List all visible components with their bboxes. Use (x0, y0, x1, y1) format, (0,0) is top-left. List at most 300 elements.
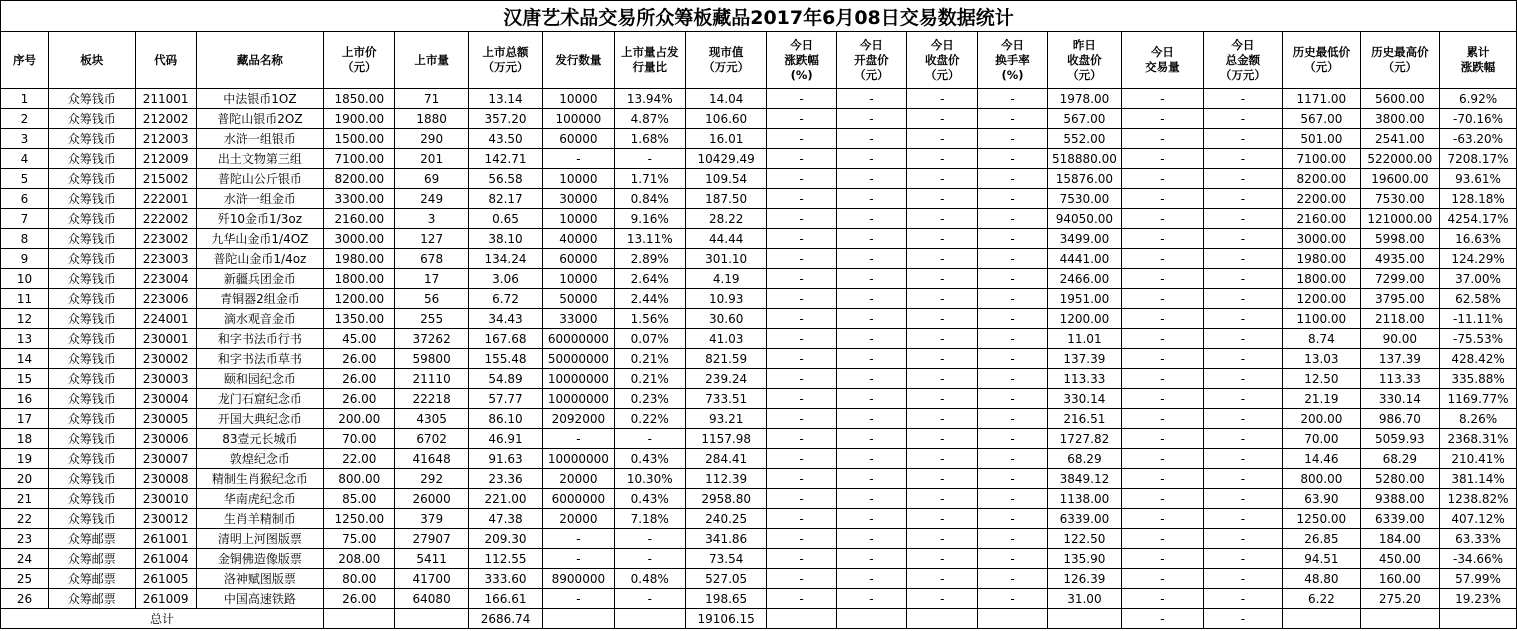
table-cell: 2.89% (614, 249, 685, 269)
table-cell: 7100.00 (1283, 149, 1360, 169)
table-cell: - (1203, 349, 1283, 369)
column-header-line: 累计 (1466, 45, 1490, 59)
table-cell: - (836, 509, 906, 529)
table-cell: 7 (1, 209, 49, 229)
table-cell: - (907, 549, 978, 569)
table-cell: - (836, 149, 906, 169)
table-cell: - (767, 569, 836, 589)
table-cell: 56 (395, 289, 468, 309)
table-cell: 1 (1, 89, 49, 109)
column-header-line: 板块 (80, 52, 104, 67)
table-cell: 13.94% (614, 89, 685, 109)
column-header (1203, 32, 1283, 89)
table-cell: - (1203, 129, 1283, 149)
table-cell: 1880 (395, 109, 468, 129)
table-cell: - (1203, 409, 1283, 429)
table-cell: 众筹邮票 (48, 549, 135, 569)
total-market-value: 19106.15 (685, 609, 767, 629)
table-cell: - (978, 249, 1047, 269)
table-cell: 64080 (395, 589, 468, 609)
table-cell: 7530.00 (1047, 189, 1121, 209)
table-cell: - (1122, 529, 1204, 549)
table-cell: 普陀山银币2OZ (196, 109, 323, 129)
column-header-line: 今日 (790, 37, 814, 52)
table-cell: - (767, 549, 836, 569)
table-cell: 水浒一组银币 (196, 129, 323, 149)
table-cell: -34.66% (1440, 549, 1517, 569)
table-cell: - (836, 289, 906, 309)
table-cell: - (907, 469, 978, 489)
table-cell: 567.00 (1283, 109, 1360, 129)
table-cell: 1800.00 (324, 269, 395, 289)
table-cell: 28.22 (685, 209, 767, 229)
table-cell: - (978, 209, 1047, 229)
table-cell: 69 (395, 169, 468, 189)
table-row (1, 89, 1517, 109)
table-cell: 230007 (135, 449, 196, 469)
table-cell: 6702 (395, 429, 468, 449)
table-cell: 261009 (135, 589, 196, 609)
column-header-line: （万元） (1219, 67, 1266, 82)
table-cell: 4.87% (614, 109, 685, 129)
table-cell: 8.74 (1283, 329, 1360, 349)
table-cell: 0.21% (614, 349, 685, 369)
table-cell: 0.48% (614, 569, 685, 589)
table-cell: 清明上河图版票 (196, 529, 323, 549)
table-cell: - (978, 409, 1047, 429)
table-cell: 216.51 (1047, 409, 1121, 429)
table-cell: - (767, 289, 836, 309)
table-cell: - (836, 369, 906, 389)
table-cell: - (978, 549, 1047, 569)
table-cell: 0.65 (468, 209, 542, 229)
table-cell: 23 (1, 529, 49, 549)
table-cell: 众筹邮票 (48, 589, 135, 609)
table-cell: 10000 (543, 269, 614, 289)
table-cell: - (907, 329, 978, 349)
table-cell: 26.00 (324, 589, 395, 609)
table-cell: - (767, 429, 836, 449)
table-cell: 60000000 (543, 329, 614, 349)
table-cell: 223002 (135, 229, 196, 249)
column-header (135, 32, 196, 89)
table-cell: 261004 (135, 549, 196, 569)
table-cell: 13.11% (614, 229, 685, 249)
table-cell: 201 (395, 149, 468, 169)
table-cell: - (1203, 289, 1283, 309)
table-cell: 60000 (543, 249, 614, 269)
table-cell: 567.00 (1047, 109, 1121, 129)
table-cell: 新疆兵团金币 (196, 269, 323, 289)
table-cell: 292 (395, 469, 468, 489)
table-cell: 众筹钱币 (48, 389, 135, 409)
table-cell: 和字书法币行书 (196, 329, 323, 349)
total-empty-cell (1047, 609, 1121, 629)
table-cell: 212003 (135, 129, 196, 149)
table-cell: - (978, 309, 1047, 329)
table-cell: 2 (1, 109, 49, 129)
table-cell: 261005 (135, 569, 196, 589)
table-cell: - (614, 589, 685, 609)
table-row (1, 429, 1517, 449)
table-cell: - (1203, 269, 1283, 289)
table-cell: 敦煌纪念币 (196, 449, 323, 469)
table-cell: 90.00 (1360, 329, 1440, 349)
table-cell: 20 (1, 469, 49, 489)
table-cell: 10000000 (543, 389, 614, 409)
table-cell: - (836, 589, 906, 609)
column-header-line: 上市量 (414, 52, 449, 67)
table-cell: 17 (1, 409, 49, 429)
table-cell: 2092000 (543, 409, 614, 429)
table-cell: 45.00 (324, 329, 395, 349)
table-cell: 6.72 (468, 289, 542, 309)
table-cell: - (767, 589, 836, 609)
table-cell: 众筹钱币 (48, 349, 135, 369)
table-cell: - (907, 349, 978, 369)
table-cell: 14 (1, 349, 49, 369)
table-cell: 13.14 (468, 89, 542, 109)
table-cell: 230012 (135, 509, 196, 529)
table-cell: 21110 (395, 369, 468, 389)
table-cell: - (767, 249, 836, 269)
table-cell: - (1122, 369, 1204, 389)
table-cell: - (978, 429, 1047, 449)
table-cell: 30000 (543, 189, 614, 209)
table-cell: 8900000 (543, 569, 614, 589)
table-cell: 1.68% (614, 129, 685, 149)
table-cell: 522000.00 (1360, 149, 1440, 169)
table-cell: 22.00 (324, 449, 395, 469)
table-cell: - (767, 209, 836, 229)
table-cell: 8 (1, 229, 49, 249)
table-cell: 3800.00 (1360, 109, 1440, 129)
table-cell: 4441.00 (1047, 249, 1121, 269)
table-cell: 41.03 (685, 329, 767, 349)
table-cell: 青铜器2组金币 (196, 289, 323, 309)
table-cell: 34.43 (468, 309, 542, 329)
table-cell: 3849.12 (1047, 469, 1121, 489)
column-header-line: 行量比 (632, 60, 667, 74)
table-cell: 2958.80 (685, 489, 767, 509)
table-cell: 224001 (135, 309, 196, 329)
table-cell: 13 (1, 329, 49, 349)
table-cell: 223006 (135, 289, 196, 309)
table-cell: - (978, 189, 1047, 209)
table-cell: 128.18% (1440, 189, 1517, 209)
table-cell: - (1203, 309, 1283, 329)
table-cell: - (767, 369, 836, 389)
table-cell: 1157.98 (685, 429, 767, 449)
table-cell: - (1122, 249, 1204, 269)
table-cell: 众筹钱币 (48, 409, 135, 429)
column-header-line: 今日 (1150, 45, 1174, 59)
table-cell: 众筹钱币 (48, 269, 135, 289)
table-cell: 滴水观音金币 (196, 309, 323, 329)
table-cell: - (767, 149, 836, 169)
table-cell: 54.89 (468, 369, 542, 389)
table-cell: 3000.00 (1283, 229, 1360, 249)
table-cell: 13.03 (1283, 349, 1360, 369)
table-cell: - (1122, 269, 1204, 289)
table-cell: 19600.00 (1360, 169, 1440, 189)
table-cell: 1900.00 (324, 109, 395, 129)
table-cell: 381.14% (1440, 469, 1517, 489)
table-cell: - (836, 409, 906, 429)
column-header-line: 交易量 (1145, 60, 1180, 74)
table-cell: 1980.00 (324, 249, 395, 269)
table-cell: - (907, 109, 978, 129)
table-cell: - (1122, 349, 1204, 369)
column-header (1122, 32, 1204, 89)
table-cell: 生肖羊精制币 (196, 509, 323, 529)
table-cell: 10 (1, 269, 49, 289)
table-cell: - (978, 569, 1047, 589)
table-cell: 85.00 (324, 489, 395, 509)
table-cell: 1.71% (614, 169, 685, 189)
column-header-line: （元） (1067, 67, 1102, 82)
table-cell: 800.00 (324, 469, 395, 489)
table-cell: 1169.77% (1440, 389, 1517, 409)
table-cell: 68.29 (1360, 449, 1440, 469)
column-header-line: 涨跌幅 (784, 52, 819, 67)
table-cell: - (836, 89, 906, 109)
table-cell: 精制生肖猴纪念币 (196, 469, 323, 489)
table-cell: - (978, 369, 1047, 389)
table-cell: - (767, 109, 836, 129)
column-header (324, 32, 395, 89)
table-cell: 50000 (543, 289, 614, 309)
total-amount: - (1203, 609, 1283, 629)
table-cell: 47.38 (468, 509, 542, 529)
table-cell: 38.10 (468, 229, 542, 249)
table-cell: 众筹钱币 (48, 369, 135, 389)
table-row (1, 189, 1517, 209)
table-cell: - (1122, 489, 1204, 509)
table-cell: 5059.93 (1360, 429, 1440, 449)
table-cell: 8.26% (1440, 409, 1517, 429)
table-cell: 200.00 (324, 409, 395, 429)
column-header-line: 上市价 (342, 45, 377, 59)
table-cell: 金铜佛造像版票 (196, 549, 323, 569)
table-cell: 21.19 (1283, 389, 1360, 409)
table-cell: - (1122, 589, 1204, 609)
table-cell: 290 (395, 129, 468, 149)
table-cell: 240.25 (685, 509, 767, 529)
table-cell: 众筹钱币 (48, 329, 135, 349)
table-cell: 1978.00 (1047, 89, 1121, 109)
table-cell: - (836, 169, 906, 189)
table-cell: 颐和园纪念币 (196, 369, 323, 389)
table-row (1, 129, 1517, 149)
table-cell: 26.85 (1283, 529, 1360, 549)
table-cell: 184.00 (1360, 529, 1440, 549)
table-cell: 10.93 (685, 289, 767, 309)
table-cell: - (907, 209, 978, 229)
table-cell: 215002 (135, 169, 196, 189)
column-header-line: (%) (1001, 67, 1024, 82)
table-cell: 230010 (135, 489, 196, 509)
table-cell: 0.43% (614, 489, 685, 509)
column-header-line: 发行数量 (555, 52, 602, 67)
table-cell: - (767, 409, 836, 429)
table-cell: - (767, 189, 836, 209)
column-header-line: （元） (1304, 60, 1339, 74)
column-header (767, 32, 836, 89)
table-cell: - (907, 509, 978, 529)
table-cell: - (1122, 129, 1204, 149)
table-cell: 19.23% (1440, 589, 1517, 609)
table-row (1, 509, 1517, 529)
table-cell: - (767, 269, 836, 289)
table-cell: 137.39 (1047, 349, 1121, 369)
table-cell: 57.77 (468, 389, 542, 409)
table-cell: 142.71 (468, 149, 542, 169)
table-cell: 1171.00 (1283, 89, 1360, 109)
table-cell: 379 (395, 509, 468, 529)
table-cell: 3795.00 (1360, 289, 1440, 309)
table-cell: - (978, 449, 1047, 469)
table-cell: 1250.00 (324, 509, 395, 529)
table-cell: 733.51 (685, 389, 767, 409)
table-cell: 800.00 (1283, 469, 1360, 489)
table-cell: 3499.00 (1047, 229, 1121, 249)
table-cell: - (978, 129, 1047, 149)
table-cell: - (836, 429, 906, 449)
table-cell: 14.04 (685, 89, 767, 109)
table-cell: 63.90 (1283, 489, 1360, 509)
table-cell: - (907, 369, 978, 389)
header-row (1, 32, 1517, 89)
table-cell: 93.21 (685, 409, 767, 429)
table-cell: - (767, 349, 836, 369)
table-cell: - (1203, 109, 1283, 129)
table-cell: 10000 (543, 89, 614, 109)
table-cell: - (1203, 329, 1283, 349)
table-cell: - (836, 569, 906, 589)
table-cell: - (767, 229, 836, 249)
table-cell: - (767, 469, 836, 489)
table-cell: 70.00 (1283, 429, 1360, 449)
table-cell: 113.33 (1360, 369, 1440, 389)
table-cell: 9 (1, 249, 49, 269)
table-cell: 12.50 (1283, 369, 1360, 389)
table-cell: 94.51 (1283, 549, 1360, 569)
table-cell: 261001 (135, 529, 196, 549)
table-cell: 3300.00 (324, 189, 395, 209)
table-cell: 众筹钱币 (48, 449, 135, 469)
table-cell: - (836, 549, 906, 569)
table-cell: 113.33 (1047, 369, 1121, 389)
table-cell: 26.00 (324, 349, 395, 369)
table-cell: 11 (1, 289, 49, 309)
table-cell: 1200.00 (324, 289, 395, 309)
table-cell: - (978, 89, 1047, 109)
table-cell: 80.00 (324, 569, 395, 589)
table-cell: 1850.00 (324, 89, 395, 109)
table-cell: 16.01 (685, 129, 767, 149)
table-cell: 249 (395, 189, 468, 209)
table-cell: 5 (1, 169, 49, 189)
table-row (1, 409, 1517, 429)
table-cell: 26000 (395, 489, 468, 509)
table-row (1, 549, 1517, 569)
table-cell: -75.53% (1440, 329, 1517, 349)
table-cell: - (1122, 389, 1204, 409)
table-cell: 86.10 (468, 409, 542, 429)
table-cell: 2.44% (614, 289, 685, 309)
table-cell: 7208.17% (1440, 149, 1517, 169)
table-cell: 众筹钱币 (48, 309, 135, 329)
table-cell: 0.07% (614, 329, 685, 349)
table-row (1, 489, 1517, 509)
table-cell: 222002 (135, 209, 196, 229)
table-cell: - (836, 529, 906, 549)
table-cell: 75.00 (324, 529, 395, 549)
total-listing-amount: 2686.74 (468, 609, 542, 629)
table-cell: 5600.00 (1360, 89, 1440, 109)
table-cell: 124.29% (1440, 249, 1517, 269)
table-cell: - (1122, 209, 1204, 229)
table-cell: 1500.00 (324, 129, 395, 149)
table-cell: 57.99% (1440, 569, 1517, 589)
table-cell: - (978, 389, 1047, 409)
total-empty-cell (395, 609, 468, 629)
column-header-line: （万元） (703, 60, 750, 74)
table-cell: - (836, 349, 906, 369)
table-cell: 122.50 (1047, 529, 1121, 549)
table-row (1, 249, 1517, 269)
table-cell: 16.63% (1440, 229, 1517, 249)
table-cell: 3 (1, 129, 49, 149)
table-cell: 1100.00 (1283, 309, 1360, 329)
table-row (1, 449, 1517, 469)
table-cell: - (767, 329, 836, 349)
column-header-line: 上市总额 (482, 45, 529, 59)
table-cell: 83壹元长城币 (196, 429, 323, 449)
table-cell: 14.46 (1283, 449, 1360, 469)
table-cell: 众筹钱币 (48, 289, 135, 309)
table-cell: 7100.00 (324, 149, 395, 169)
column-header (978, 32, 1047, 89)
table-cell: 135.90 (1047, 549, 1121, 569)
table-cell: 和字书法币草书 (196, 349, 323, 369)
column-header-line: 换手率 (995, 52, 1030, 67)
table-cell: 众筹钱币 (48, 249, 135, 269)
table-cell: - (1203, 389, 1283, 409)
table-cell: - (614, 429, 685, 449)
table-cell: - (767, 309, 836, 329)
table-cell: 6 (1, 189, 49, 209)
table-cell: 龙门石窟纪念币 (196, 389, 323, 409)
table-cell: 230008 (135, 469, 196, 489)
table-cell: 94050.00 (1047, 209, 1121, 229)
table-cell: - (907, 489, 978, 509)
table-cell: 普陀山公斤银币 (196, 169, 323, 189)
table-cell: 10429.49 (685, 149, 767, 169)
table-cell: - (907, 149, 978, 169)
table-cell: 73.54 (685, 549, 767, 569)
table-cell: 198.65 (685, 589, 767, 609)
table-cell: - (1203, 189, 1283, 209)
table-cell: - (1203, 369, 1283, 389)
table-cell: 37262 (395, 329, 468, 349)
table-cell: 24 (1, 549, 49, 569)
table-cell: 223003 (135, 249, 196, 269)
table-cell: 华南虎纪念币 (196, 489, 323, 509)
table-cell: 10000 (543, 209, 614, 229)
table-cell: 62.58% (1440, 289, 1517, 309)
